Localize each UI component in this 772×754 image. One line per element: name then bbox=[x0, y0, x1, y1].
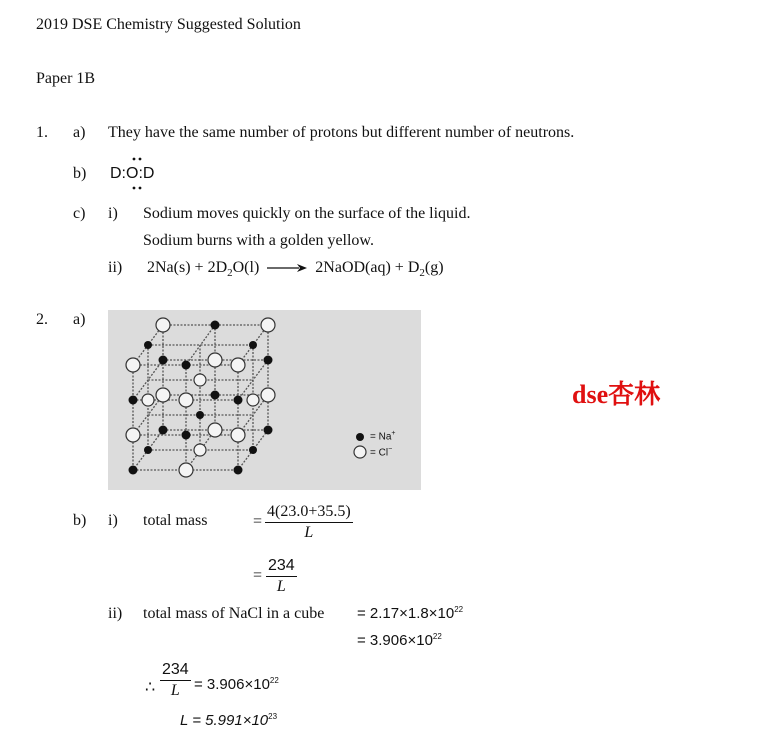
q1ci-line2: Sodium burns with a golden yellow. bbox=[143, 232, 374, 249]
fraction2-denominator: L bbox=[276, 578, 286, 595]
legend-na-sup: + bbox=[391, 430, 396, 437]
lewis-dots-icon bbox=[110, 154, 170, 194]
q2bii-label: ii) bbox=[108, 605, 123, 622]
q1a-label: a) bbox=[73, 124, 86, 141]
therefore-rhs-exp: 22 bbox=[269, 676, 279, 685]
paper-label: Paper 1B bbox=[36, 70, 96, 87]
mass-calculation-line1 bbox=[357, 605, 463, 622]
lewis-formula: D:O:D bbox=[110, 165, 155, 182]
therefore-rhs-text: = 3.906×10 bbox=[194, 676, 270, 693]
therefore-symbol: ∴ bbox=[145, 679, 156, 696]
fraction3-numerator: 234 bbox=[160, 660, 191, 681]
q1c-label: c) bbox=[73, 205, 86, 222]
q2a-label: a) bbox=[73, 311, 86, 328]
mass-line1-text: = 2.17×1.8×10 bbox=[357, 605, 455, 622]
fraction1-denominator: L bbox=[304, 524, 314, 541]
mass-line2-exp: 22 bbox=[432, 632, 442, 641]
q2bi-label: i) bbox=[108, 512, 118, 529]
mass-line2-text: = 3.906×10 bbox=[357, 632, 433, 649]
therefore-rhs bbox=[194, 676, 279, 693]
watermark: dse杏林 bbox=[572, 380, 661, 409]
q2b-label: b) bbox=[73, 512, 87, 529]
legend-cl-text: = Cl bbox=[370, 447, 389, 459]
nacl-lattice-photo bbox=[108, 310, 421, 490]
reactants: 2Na(s) + 2D bbox=[147, 259, 228, 276]
legend-cl-icon bbox=[354, 446, 366, 458]
q1ci-label: i) bbox=[108, 205, 118, 222]
q1cii-label: ii) bbox=[108, 259, 123, 276]
fraction-simplified bbox=[266, 556, 297, 597]
reaction-arrow-icon bbox=[265, 262, 309, 274]
mass-calculation-line2 bbox=[357, 632, 442, 649]
fraction2-numerator: 234 bbox=[266, 556, 297, 577]
avogadro-result bbox=[180, 712, 277, 729]
reactants-tail: O(l) bbox=[232, 259, 260, 276]
legend-cl-label bbox=[370, 446, 392, 458]
avogadro-result-exp: 23 bbox=[268, 712, 278, 721]
fraction-total-mass bbox=[265, 502, 353, 543]
fraction3-denominator: L bbox=[170, 682, 180, 699]
equals-sign-2: = bbox=[253, 567, 263, 584]
products-tail: (g) bbox=[424, 259, 444, 276]
fraction-therefore bbox=[160, 660, 191, 701]
q1a-answer: They have the same number of protons but different number of neutrons. bbox=[108, 124, 575, 141]
reactant-subscript: 2 bbox=[227, 267, 233, 280]
q1-number: 1. bbox=[36, 124, 48, 141]
q1ci-line1: Sodium moves quickly on the surface of the liquid. bbox=[143, 205, 471, 222]
mass-line1-exp: 22 bbox=[454, 605, 464, 614]
q2bii-text: total mass of NaCl in a cube bbox=[143, 605, 325, 622]
legend-na-label bbox=[370, 430, 396, 442]
q2-number: 2. bbox=[36, 311, 48, 328]
reaction-equation bbox=[147, 259, 444, 279]
legend-na-text: = Na bbox=[370, 431, 392, 443]
document-title: 2019 DSE Chemistry Suggested Solution bbox=[36, 16, 301, 33]
products: 2NaOD(aq) + D bbox=[315, 259, 420, 276]
product-subscript: 2 bbox=[419, 267, 425, 280]
avogadro-result-text: L = 5.991×10 bbox=[180, 712, 269, 729]
equals-sign-1: = bbox=[253, 513, 263, 530]
legend-na-icon bbox=[356, 433, 364, 441]
q1b-label: b) bbox=[73, 165, 87, 182]
nacl-lattice-diagram bbox=[108, 310, 421, 490]
legend-cl-sup: − bbox=[388, 446, 393, 453]
q2bi-text: total mass bbox=[143, 512, 208, 529]
fraction1-numerator: 4(23.0+35.5) bbox=[265, 502, 353, 523]
